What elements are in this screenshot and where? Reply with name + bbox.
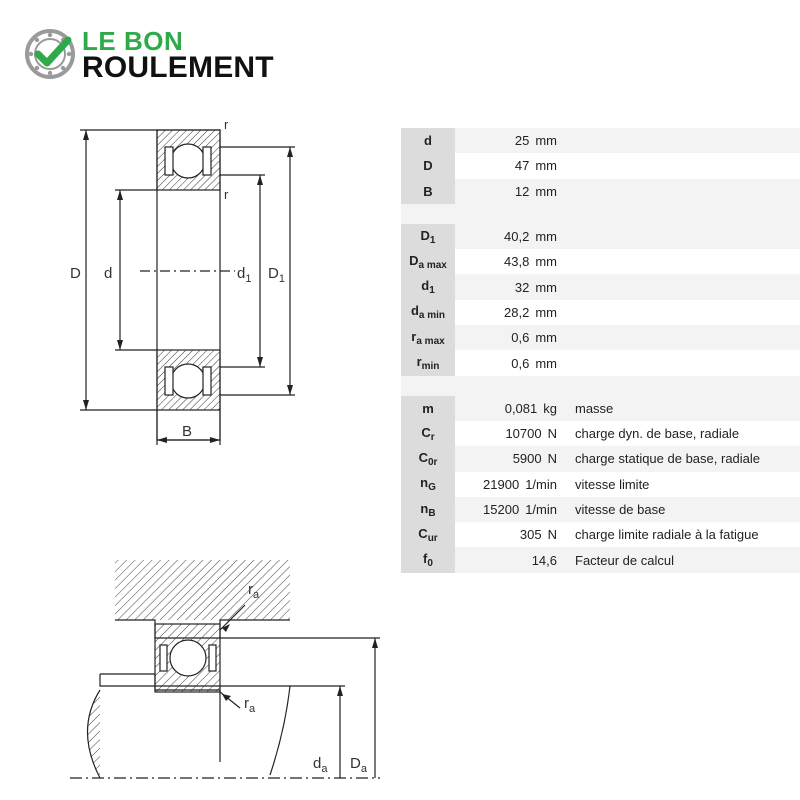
spec-description [563, 153, 800, 178]
specifications-table [401, 128, 800, 573]
table-row [401, 472, 800, 497]
spec-symbol: d [401, 128, 455, 153]
table-row [401, 350, 800, 375]
table-row [401, 249, 800, 274]
spec-symbol: B [401, 179, 455, 204]
label-Da: $D_a$ [350, 755, 367, 775]
spec-value: 10700 N [455, 421, 563, 446]
label-r-top: r [224, 117, 229, 132]
label-d1: $d_1$ [237, 265, 252, 285]
label-ra-top: $r_a$ [248, 581, 260, 601]
spec-symbol: $r_{min}$ [401, 350, 455, 375]
spec-description: vitesse limite [563, 472, 800, 497]
spec-symbol: $n_B$ [401, 497, 455, 522]
table-row [401, 446, 800, 471]
logo-text-top: LE BON [82, 26, 184, 56]
spec-symbol: $C_{ur}$ [401, 522, 455, 547]
spec-symbol: $n_G$ [401, 472, 455, 497]
spec-symbol: $D_1$ [401, 224, 455, 249]
label-D: D [70, 265, 81, 282]
mounting-drawing [60, 550, 390, 790]
spec-symbol: $C_{0r}$ [401, 446, 455, 471]
spec-value: 5900 N [455, 446, 563, 471]
spec-value: 0,081 kg [455, 396, 563, 421]
spec-value: 14,6 [455, 547, 563, 572]
spec-value: 28,2 mm [455, 300, 563, 325]
spec-value: 25 mm [455, 128, 563, 153]
table-row [401, 497, 800, 522]
table-row [401, 325, 800, 350]
spec-description [563, 249, 800, 274]
table-row [401, 547, 800, 572]
label-ra-bottom: $r_a$ [244, 695, 256, 715]
spec-description: Facteur de calcul [563, 547, 800, 572]
spec-symbol: $D_{a max}$ [401, 249, 455, 274]
spec-description: charge statique de base, radiale [563, 446, 800, 471]
spec-description [563, 325, 800, 350]
spec-value: 0,6 mm [455, 325, 563, 350]
table-group-separator [401, 376, 800, 396]
bearing-section-drawing [60, 115, 310, 455]
spec-description: charge limite radiale à la fatigue [563, 522, 800, 547]
spec-description: masse [563, 396, 800, 421]
label-da: $d_a$ [313, 755, 328, 775]
spec-value: 15200 1/min [455, 497, 563, 522]
logo-text-bottom: ROULEMENT [82, 51, 274, 84]
bearing-check-icon [24, 28, 76, 80]
spec-value: 12 mm [455, 179, 563, 204]
spec-description [563, 224, 800, 249]
spec-description [563, 300, 800, 325]
label-r-mid: r [224, 187, 229, 202]
spec-symbol: $f_0$ [401, 547, 455, 572]
spec-value: 305 N [455, 522, 563, 547]
spec-value: 40,2 mm [455, 224, 563, 249]
table-group-separator [401, 204, 800, 224]
spec-value: 0,6 mm [455, 350, 563, 375]
spec-symbol: D [401, 153, 455, 178]
spec-value: 43,8 mm [455, 249, 563, 274]
label-B: B [182, 423, 193, 440]
spec-description [563, 274, 800, 299]
table-row [401, 396, 800, 421]
label-d: d [104, 265, 113, 282]
table-row [401, 153, 800, 178]
spec-description: vitesse de base [563, 497, 800, 522]
table-row [401, 300, 800, 325]
spec-value: 47 mm [455, 153, 563, 178]
spec-symbol: $d_{a min}$ [401, 300, 455, 325]
table-row [401, 274, 800, 299]
spec-symbol: m [401, 396, 455, 421]
table-row [401, 128, 800, 153]
spec-symbol: $d_1$ [401, 274, 455, 299]
spec-description: charge dyn. de base, radiale [563, 421, 800, 446]
table-row [401, 522, 800, 547]
spec-description [563, 179, 800, 204]
brand-logo[interactable] [24, 28, 304, 84]
table-row [401, 421, 800, 446]
spec-symbol: $r_{a max}$ [401, 325, 455, 350]
table-row [401, 224, 800, 249]
table-row [401, 179, 800, 204]
spec-description [563, 128, 800, 153]
spec-symbol: $C_r$ [401, 421, 455, 446]
spec-value: 21900 1/min [455, 472, 563, 497]
spec-description [563, 350, 800, 375]
label-D1: $D_1$ [268, 265, 285, 285]
spec-value: 32 mm [455, 274, 563, 299]
